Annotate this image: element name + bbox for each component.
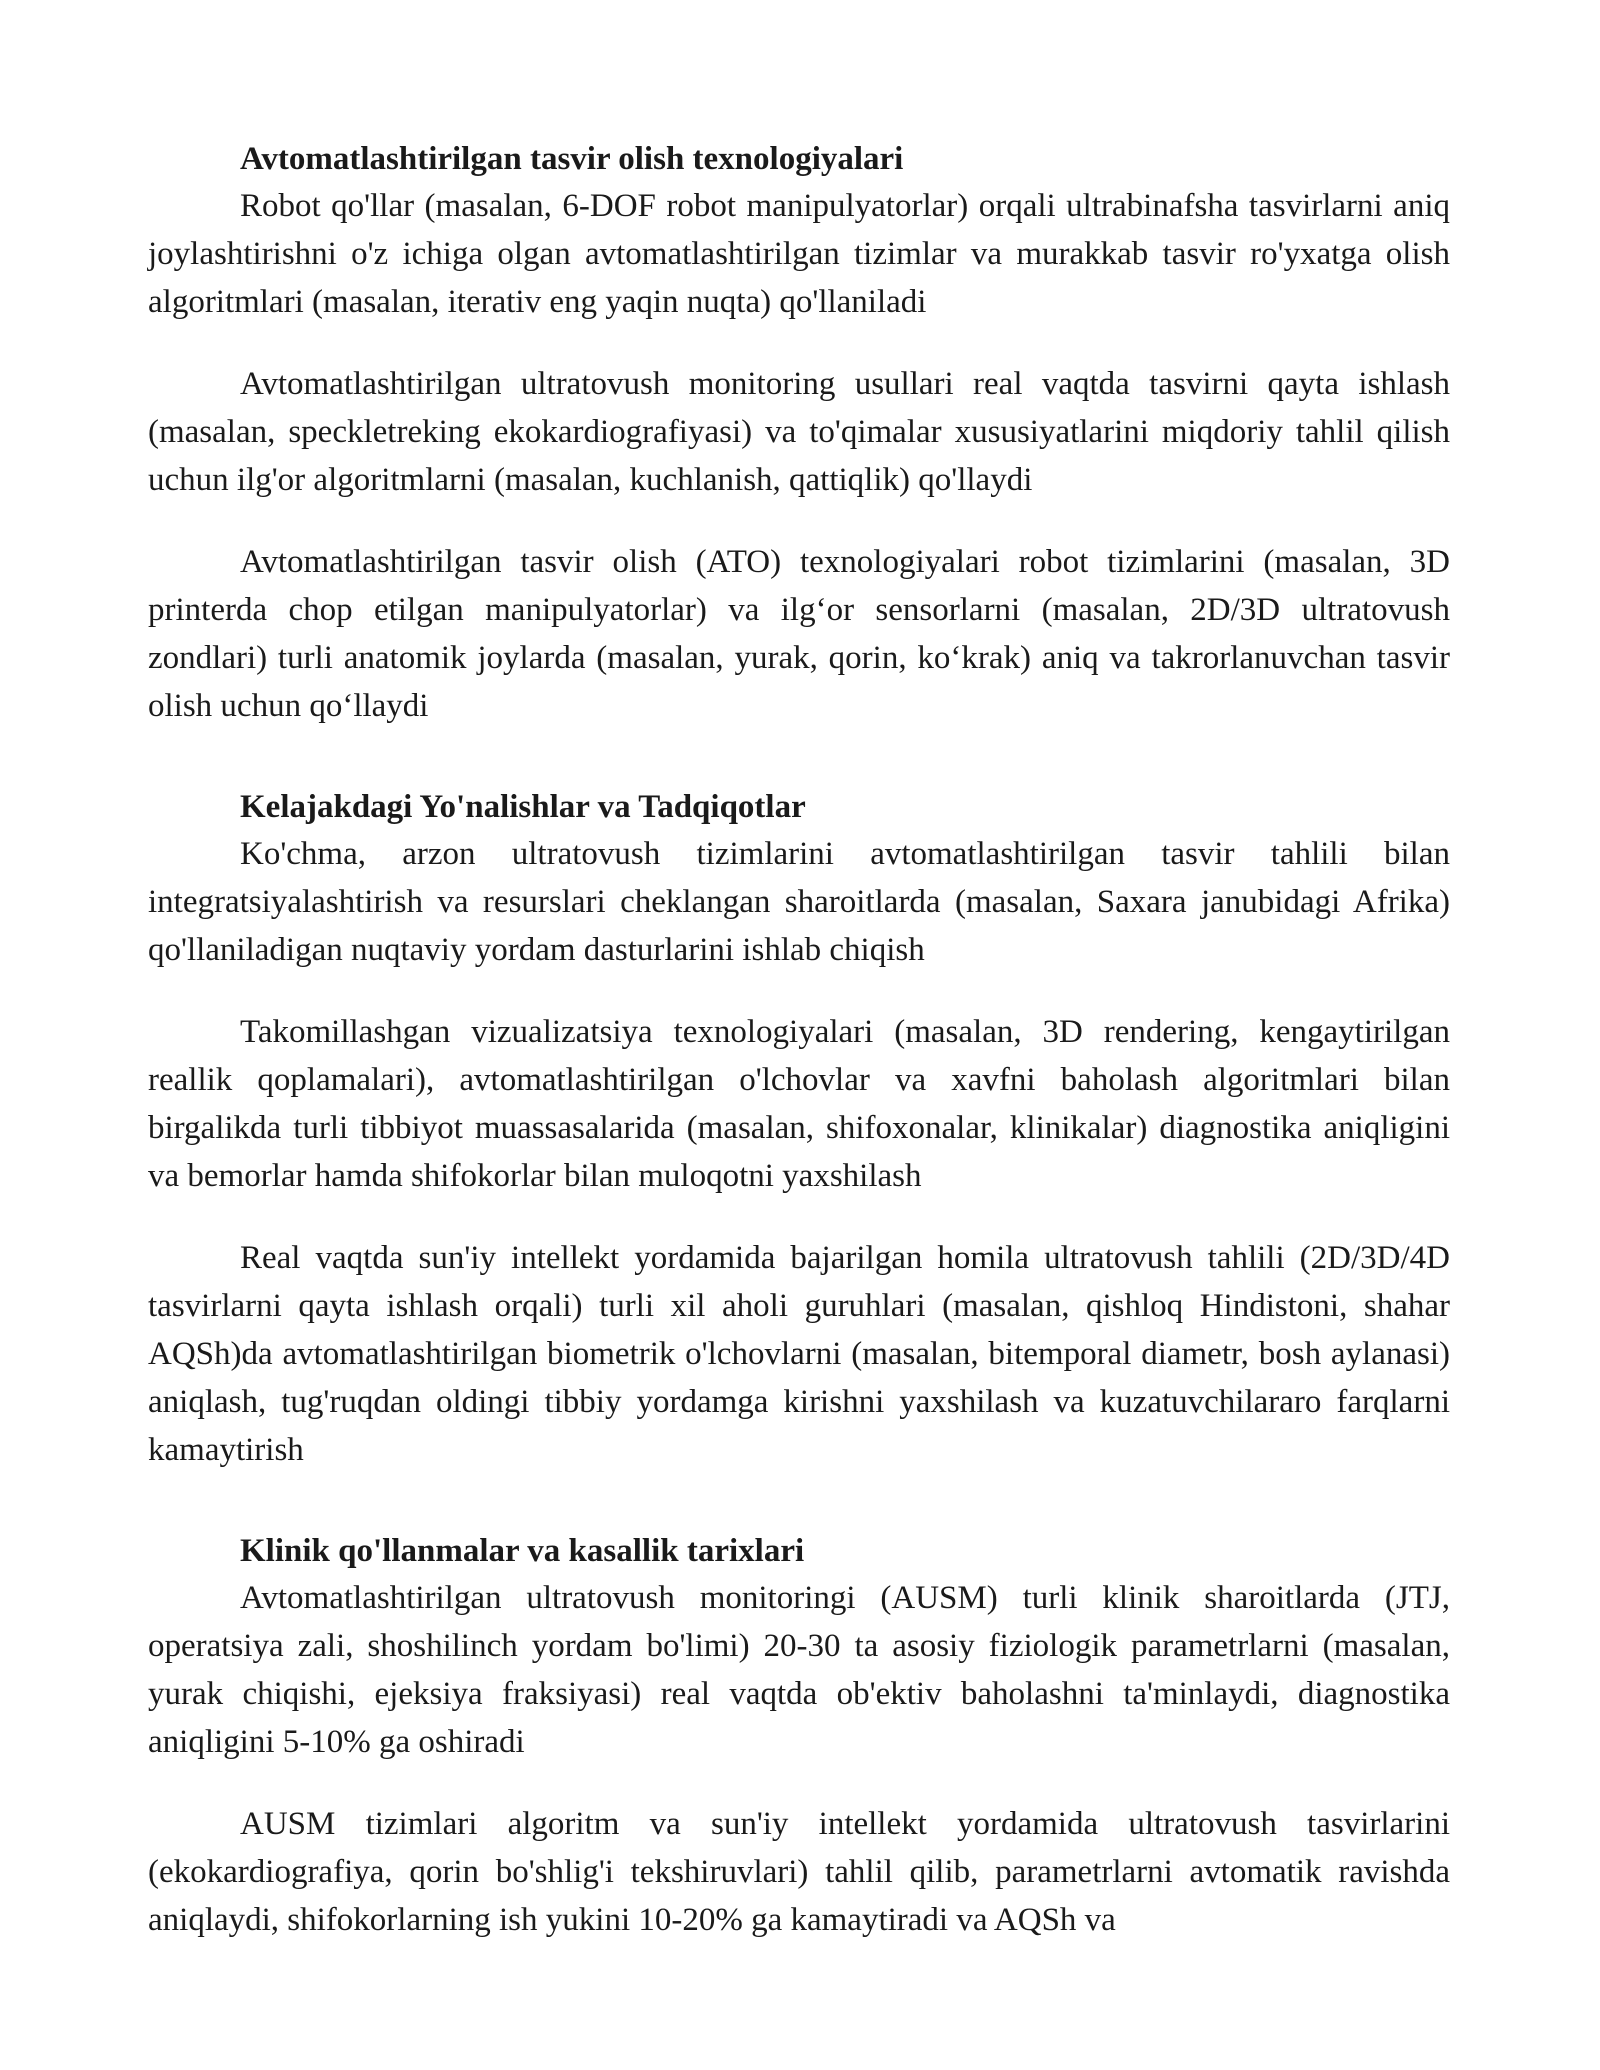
paragraph: Real vaqtda sun'iy intellekt yordamida bajarilgan homila ultratovush tahlili (2D/3D/4D tasvirlarni qayta ishlash orqali) turli xil aholi guruhlari (masalan, qishloq Hindistoni, shahar AQSh)da avtomatlashtirilgan biometrik o'lchovlarni (masalan, bitemporal diametr, bosh aylanasi) aniqlash, tug'ruqdan oldingi tibbiy yordamga kirishni yaxshilash va kuzatuvchilararo farqlarni kamaytirish bbox=[148, 1240, 1450, 1468]
section-heading: Kelajakdagi Yo'nalishlar va Tadqiqotlar bbox=[240, 789, 806, 825]
paragraph: AUSM tizimlari algoritm va sun'iy intellekt yordamida ultratovush tasvirlarini (ekokardiografiya, qorin bo'shlig'i tekshiruvlari) tahlil qilib, parametrlarni avtomatik ravishda aniqlaydi, shifokorlarning ish yukini 10-20% ga kamaytiradi va AQSh va bbox=[148, 1806, 1450, 1938]
section-future-directions bbox=[148, 784, 1450, 1474]
paragraph: Avtomatlashtirilgan ultratovush monitoringi (AUSM) turli klinik sharoitlarda (JTJ, operatsiya zali, shoshilinch yordam bo'limi) 20-30 ta asosiy fiziologik parametrlarni (masalan, yurak chiqishi, ejeksiya fraksiyasi) real vaqtda ob'ektiv baholashni ta'minlaydi, diagnostika aniqligini 5-10% ga oshiradi bbox=[148, 1580, 1450, 1760]
section-automated-imaging bbox=[148, 136, 1450, 730]
paragraph: Avtomatlashtirilgan tasvir olish (ATO) texnologiyalari robot tizimlarini (masalan, 3D printerda chop etilgan manipulyatorlar) va ilg‘or sensorlarni (masalan, 2D/3D ultratovush zondlari) turli anatomik joylarda (masalan, yurak, qorin, ko‘krak) aniq va takrorlanuvchan tasvir olish uchun qo‘llaydi bbox=[148, 544, 1450, 724]
paragraph: Takomillashgan vizualizatsiya texnologiyalari (masalan, 3D rendering, kengaytirilgan reallik qoplamalari), avtomatlashtirilgan o'lchovlar va xavfni baholash algoritmlari bilan birgalikda turli tibbiyot muassasalarida (masalan, shifoxonalar, klinikalar) diagnostika aniqligini va bemorlar hamda shifokorlar bilan muloqotni yaxshilash bbox=[148, 1014, 1450, 1194]
paragraph: Ko'chma, arzon ultratovush tizimlarini avtomatlashtirilgan tasvir tahlili bilan integratsiyalashtirish va resurslari cheklangan sharoitlarda (masalan, Saxara janubidagi Afrika) qo'llaniladigan nuqtaviy yordam dasturlarini ishlab chiqish bbox=[148, 836, 1450, 968]
paragraph: Robot qo'llar (masalan, 6-DOF robot manipulyatorlar) orqali ultrabinafsha tasvirlarni aniq joylashtirishni o'z ichiga olgan avtomatlashtirilgan tizimlar va murakkab tasvir ro'yxatga olish algoritmlari (masalan, iterativ eng yaqin nuqta) qo'llaniladi bbox=[148, 188, 1450, 320]
section-heading: Avtomatlashtirilgan tasvir olish texnologiyalari bbox=[240, 141, 904, 177]
paragraph: Avtomatlashtirilgan ultratovush monitoring usullari real vaqtda tasvirni qayta ishlash (masalan, speckletreking ekokardiografiyasi) va to'qimalar xususiyatlarini miqdoriy tahlil qilish uchun ilg'or algoritmlarni (masalan, kuchlanish, qattiqlik) qo'llaydi bbox=[148, 366, 1450, 498]
document-page bbox=[148, 136, 1450, 1944]
section-heading: Klinik qo'llanmalar va kasallik tarixlari bbox=[240, 1533, 805, 1569]
section-clinical-applications bbox=[148, 1528, 1450, 1944]
